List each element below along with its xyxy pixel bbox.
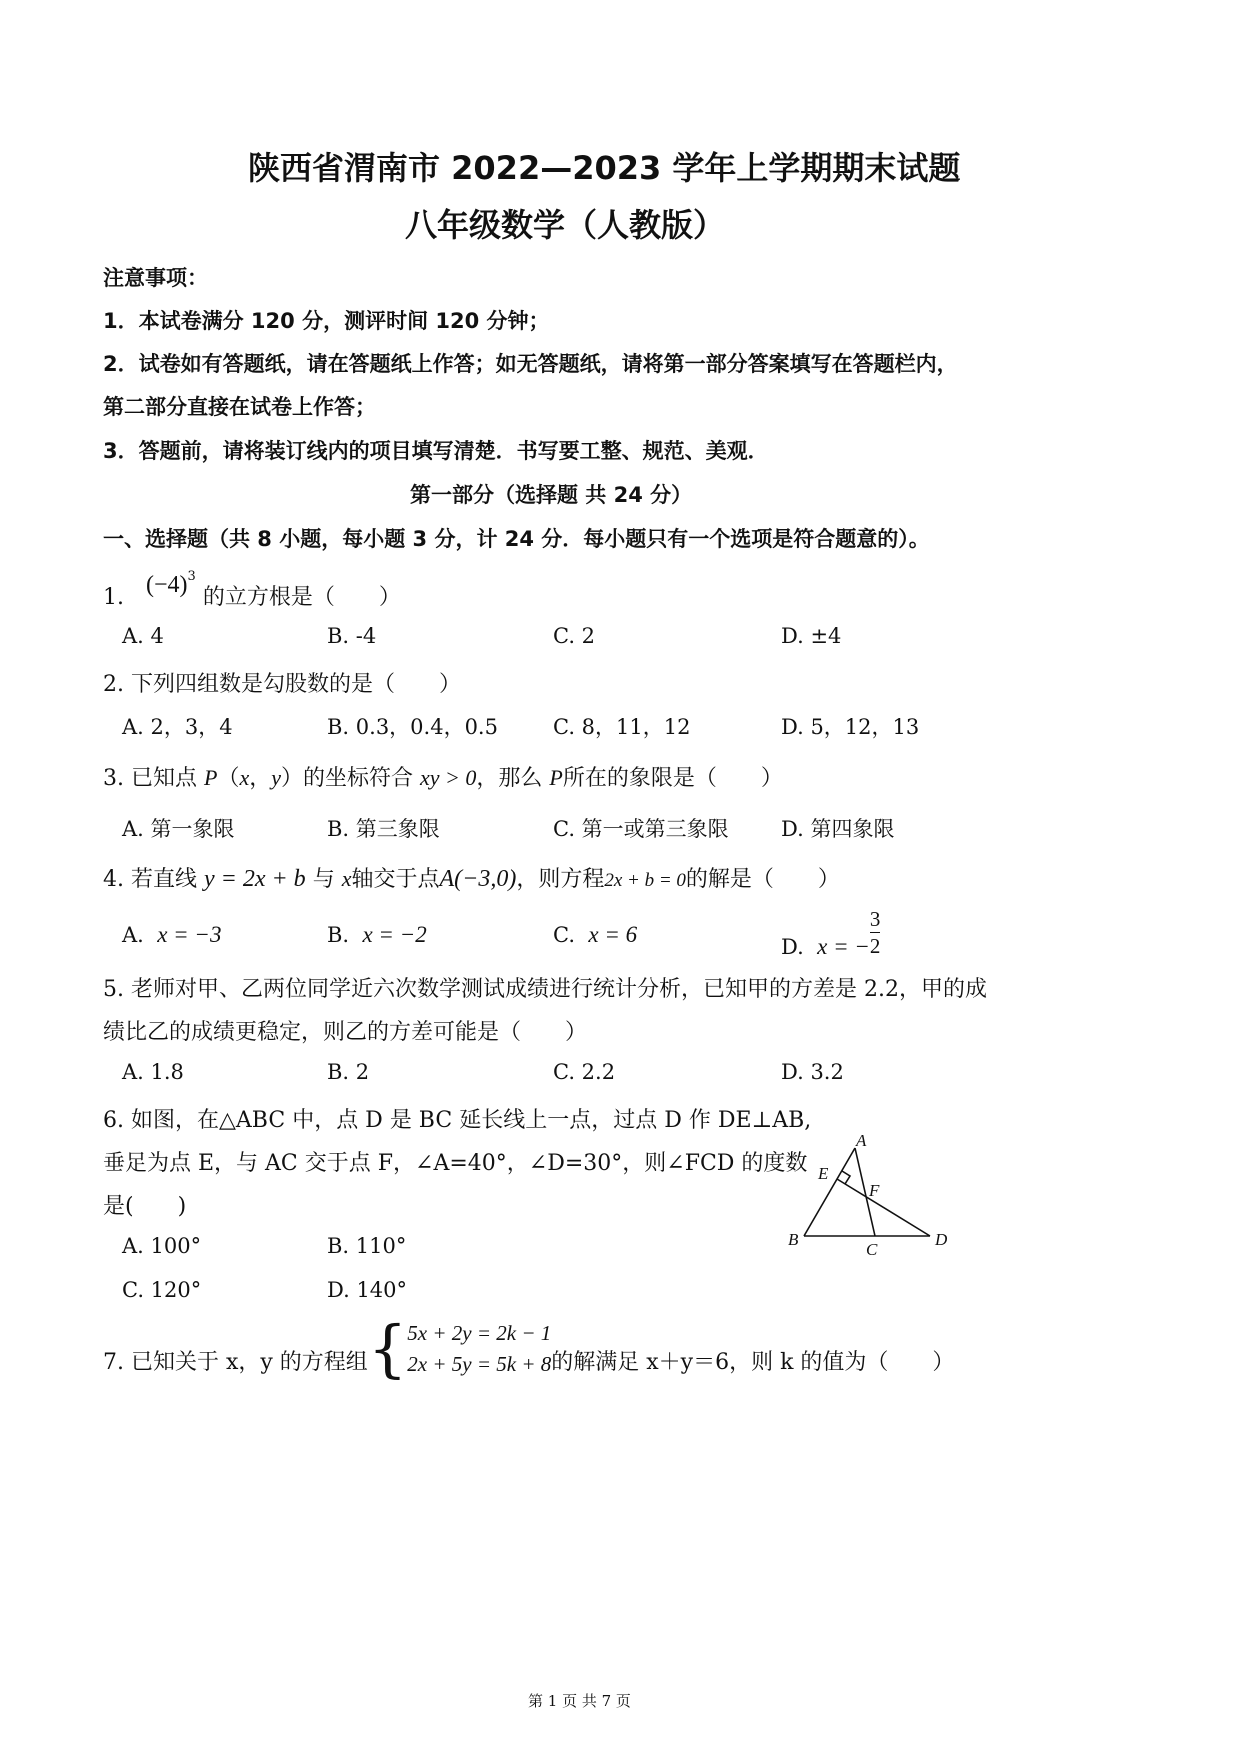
q3-point-p-2: P xyxy=(549,765,563,790)
q4-option-d-letter: D. xyxy=(781,935,804,959)
q1-option-d: D. ±4 xyxy=(781,624,842,648)
q3-option-a: A. 第一象限 xyxy=(122,817,235,841)
question-2: 2. 下列四组数是勾股数的是（ ） xyxy=(103,672,461,697)
line-de xyxy=(837,1179,930,1236)
q4-option-d-prefix: x = − xyxy=(817,934,870,959)
label-a: A xyxy=(856,1131,867,1150)
q7-equation-system xyxy=(407,1318,551,1380)
notes-heading: 注意事项： xyxy=(103,266,208,290)
q4-option-b-letter: B. xyxy=(327,923,350,947)
q6-option-b: B. 110° xyxy=(327,1234,407,1258)
q3-comma: ， xyxy=(249,766,272,791)
line-ba xyxy=(804,1148,855,1236)
q7-text-2: 的解满足 x＋y＝6，则 k 的值为（ ） xyxy=(551,1350,955,1375)
question-6-line-3: 是( ) xyxy=(103,1194,187,1219)
q4-option-a-value: x = −3 xyxy=(157,922,222,947)
q3-paren-open: （ xyxy=(217,766,240,791)
part1-heading: 第一部分（选择题 共 24 分） xyxy=(410,483,693,507)
page-title: 陕西省渭南市 2022—2023 学年上学期期末试题 xyxy=(248,149,961,187)
triangle-figure xyxy=(780,1128,960,1268)
q3-var-y: y xyxy=(271,765,281,790)
q3-text-1: 3. 已知点 xyxy=(103,766,197,791)
q3-condition: xy > 0 xyxy=(420,765,477,790)
q4-text-2: 与 xyxy=(312,867,335,892)
q4-fraction-numerator: 3 xyxy=(869,907,881,931)
q2-option-c: C. 8，11，12 xyxy=(553,715,691,739)
question-5-line-1: 5. 老师对甲、乙两位同学近六次数学测试成绩进行统计分析，已知甲的方差是 2.2，甲的成 xyxy=(103,977,987,1002)
q3-text-2: ）的坐标符合 xyxy=(281,766,414,791)
q5-option-d: D. 3.2 xyxy=(781,1060,844,1084)
note-item-2-cont: 第二部分直接在试卷上作答； xyxy=(103,395,376,419)
q4-line-equation: y = 2x + b xyxy=(203,866,306,892)
brace-symbol: { xyxy=(367,1312,408,1385)
question-4 xyxy=(103,862,840,893)
q4-equation: 2x + b = 0 xyxy=(604,870,686,891)
q1-expression: (−4) xyxy=(146,572,188,598)
q2-option-a: A. 2，3，4 xyxy=(122,715,233,739)
q4-text-4: ，则方程 xyxy=(516,867,605,892)
question-1 xyxy=(103,568,401,611)
q4-option-d xyxy=(781,906,880,959)
q4-option-b xyxy=(327,922,427,948)
q6-option-c: C. 120° xyxy=(122,1278,202,1302)
q4-option-c-value: x = 6 xyxy=(588,922,638,947)
q3-var-x: x xyxy=(239,765,250,790)
q4-text-5: 的解是（ ） xyxy=(685,867,840,892)
note-item-3: 3．答题前，请将装订线内的项目填写清楚．书写要工整、规范、美观． xyxy=(103,439,769,463)
note-item-2: 2．试卷如有答题纸，请在答题纸上作答；如无答题纸，请将第一部分答案填写在答题栏内， xyxy=(103,352,958,376)
q4-option-c-letter: C. xyxy=(553,923,575,947)
label-e: E xyxy=(818,1164,829,1183)
q1-text: 的立方根是（ ） xyxy=(202,585,401,610)
q4-option-a-letter: A. xyxy=(122,923,144,947)
q4-x-axis: x xyxy=(341,866,352,891)
q4-text-1: 4. 若直线 xyxy=(103,867,197,892)
q3-option-b: B. 第三象限 xyxy=(327,817,440,841)
q4-option-b-value: x = −2 xyxy=(362,922,427,947)
note-item-1: 1．本试卷满分 120 分，测评时间 120 分钟； xyxy=(103,309,550,333)
q5-option-b: B. 2 xyxy=(327,1060,370,1084)
q6-option-d: D. 140° xyxy=(327,1278,408,1302)
page-footer: 第 1 页 共 7 页 xyxy=(528,1692,631,1710)
section-heading: 一、选择题（共 8 小题，每小题 3 分，计 24 分．每小题只有一个选项是符合题意的）。 xyxy=(103,527,930,551)
q1-option-c: C. 2 xyxy=(553,624,596,648)
question-3 xyxy=(103,761,783,792)
label-d: D xyxy=(935,1230,948,1249)
label-c: C xyxy=(866,1240,878,1259)
q1-exponent: 3 xyxy=(187,568,196,584)
q6-option-a: A. 100° xyxy=(122,1234,202,1258)
q4-text-3: 轴交于点 xyxy=(351,867,440,892)
q7-equation-1: 5x + 2y = 2k − 1 xyxy=(407,1321,552,1345)
q7-text-1: 7. 已知关于 x，y 的方程组 xyxy=(103,1350,368,1375)
q2-option-b: B. 0.3，0.4，0.5 xyxy=(327,715,498,739)
q5-option-c: C. 2.2 xyxy=(553,1060,616,1084)
q1-option-b: B. -4 xyxy=(327,624,377,648)
q3-option-c: C. 第一或第三象限 xyxy=(553,817,729,841)
q4-option-d-fraction xyxy=(870,906,881,959)
q3-text-4: 所在的象限是（ ） xyxy=(562,766,783,791)
q2-option-d: D. 5，12，13 xyxy=(781,715,920,739)
q1-number: 1. xyxy=(103,585,124,610)
q3-text-3: ，那么 xyxy=(476,766,543,791)
q4-point-a: A(−3,0) xyxy=(439,866,517,892)
question-6-line-2: 垂足为点 E，与 AC 交于点 F，∠A=40°，∠D=30°，则∠FCD 的度数 xyxy=(103,1151,808,1176)
question-7 xyxy=(103,1312,955,1385)
q3-point-p: P xyxy=(203,765,218,790)
label-f: F xyxy=(869,1181,880,1200)
label-b: B xyxy=(788,1230,799,1249)
question-5-line-2: 绩比乙的成绩更稳定，则乙的方差可能是（ ） xyxy=(103,1020,588,1045)
q5-option-a: A. 1.8 xyxy=(122,1060,184,1084)
q4-option-a xyxy=(122,922,221,948)
q3-option-d: D. 第四象限 xyxy=(781,817,895,841)
q1-option-a: A. 4 xyxy=(122,624,164,648)
question-6-line-1: 6. 如图，在△ABC 中，点 D 是 BC 延长线上一点，过点 D 作 DE⊥AB, xyxy=(103,1108,812,1133)
q4-option-c xyxy=(553,922,637,948)
q4-fraction-denominator: 2 xyxy=(869,934,881,958)
q7-equation-2: 2x + 5y = 5k + 8 xyxy=(407,1352,552,1376)
page-subtitle: 八年级数学（人教版） xyxy=(405,206,726,244)
